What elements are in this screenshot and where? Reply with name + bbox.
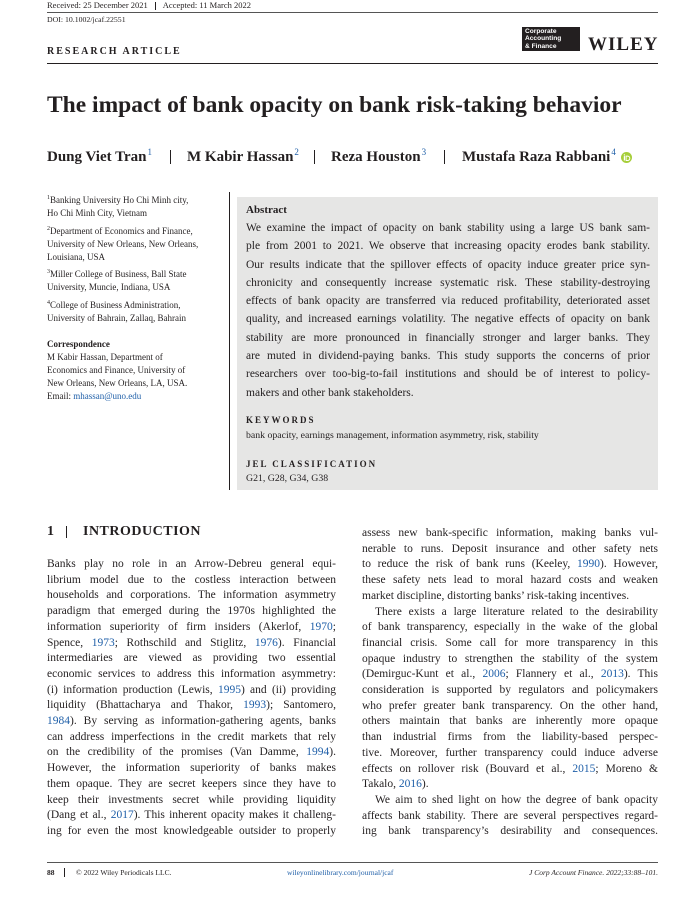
- affiliation-line: [47, 268, 225, 281]
- body-text: others maintain that banks are inherently more opaque: [362, 715, 658, 728]
- body-text: financial crisis. Some call for more transparency in this: [362, 636, 658, 649]
- body-line: [362, 557, 658, 573]
- body-line: [47, 636, 336, 652]
- body-line: [362, 667, 658, 683]
- body-text: paradigm that emerged during the 1970s highlighted the: [47, 605, 336, 618]
- email-link[interactable]: mhassan@uno.edu: [73, 390, 142, 401]
- citation-link[interactable]: 1994: [306, 746, 330, 759]
- body-text: of bank transparency, especially in the wake of the global: [362, 621, 658, 634]
- body-text: ). This: [623, 668, 658, 681]
- body-text: We aim to shed light on how the degree of bank opacity: [375, 793, 658, 806]
- author-name[interactable]: Mustafa Raza Rabbani: [462, 149, 611, 165]
- correspondence-email-line: [47, 390, 225, 403]
- body-paragraph: [362, 793, 658, 840]
- citation-link[interactable]: 1976: [254, 636, 278, 649]
- body-line: [47, 824, 336, 840]
- body-text: There exists a large literature related to the desirability: [375, 605, 658, 618]
- column-divider: [229, 192, 230, 490]
- section-number: 1: [47, 524, 54, 539]
- body-line: [362, 809, 658, 825]
- author-3[interactable]: [331, 148, 426, 166]
- body-line: [47, 651, 336, 667]
- body-line: [47, 683, 336, 699]
- title-rule: [47, 63, 658, 64]
- body-line: [47, 761, 336, 777]
- body-line: [362, 683, 658, 699]
- body-line: [47, 808, 336, 824]
- body-line: [362, 699, 658, 715]
- body-paragraph: [47, 557, 336, 840]
- affiliation-line: [47, 194, 225, 207]
- body-text: ). However,: [599, 558, 658, 571]
- author-divider: [170, 150, 171, 164]
- affiliation-text: Miller College of Business, Ball State: [50, 269, 187, 279]
- body-line: [362, 542, 658, 558]
- jel-heading: JEL CLASSIFICATION: [246, 459, 378, 469]
- jel-codes: G21, G28, G34, G38: [246, 473, 329, 484]
- body-line: [47, 714, 336, 730]
- received-date: Received: 25 December 2021: [47, 0, 148, 10]
- page-number: 88: [47, 868, 55, 877]
- author-name[interactable]: Dung Viet Tran: [47, 149, 147, 165]
- author-name[interactable]: Reza Houston: [331, 149, 421, 165]
- body-text: ).: [329, 746, 336, 759]
- citation-link[interactable]: 1993: [243, 699, 267, 712]
- keywords-heading: KEYWORDS: [246, 415, 316, 425]
- body-text: (Demirguc-Kunt et al.,: [362, 668, 483, 681]
- affiliation-text: Banking University Ho Chi Minh city,: [50, 195, 189, 205]
- author-1[interactable]: [47, 148, 152, 166]
- body-text: ing for even the most knowledgeable outsider to properly: [47, 824, 336, 837]
- body-text: liquidity (Bhattacharya and Thakor,: [47, 699, 244, 712]
- body-text: information superiority of firm insiders (Akerlof,: [47, 620, 310, 633]
- body-text: (Dang et al.,: [47, 809, 111, 822]
- affiliation-line: [47, 225, 225, 238]
- body-line: [47, 573, 336, 589]
- body-column-right: [362, 526, 658, 840]
- accepted-date: Accepted: 11 March 2022: [162, 0, 251, 10]
- abstract-text: [246, 219, 650, 402]
- affiliation: [47, 268, 225, 294]
- body-line: [362, 762, 658, 778]
- journal-logo[interactable]: [522, 27, 580, 51]
- body-text: who prefer greater bank transparency. On the other hand,: [362, 699, 658, 712]
- body-text: affects bank stability. There are several perspectives regard-: [362, 809, 658, 822]
- body-text: ). By serving as information-gathering agents, banks: [70, 715, 336, 728]
- author-divider: [314, 150, 315, 164]
- body-text: to reduce the risk of bank runs (Keeley,: [362, 558, 577, 571]
- body-line: [362, 793, 658, 809]
- affiliation-line: Ho Chi Minh City, Vietnam: [47, 208, 147, 218]
- body-line: [362, 620, 658, 636]
- affiliation-marker[interactable]: 2: [294, 147, 299, 157]
- body-text: ); Santomero,: [266, 699, 336, 712]
- body-text: Banks play no role in an Arrow-Debreu general equi-: [47, 558, 336, 570]
- article-title: The impact of bank opacity on bank risk-taking behavior: [47, 92, 622, 118]
- body-line: [362, 589, 658, 605]
- body-text: opaque industry to strengthen the stability of the system: [362, 652, 658, 665]
- body-line: [47, 745, 336, 761]
- author-name[interactable]: M Kabir Hassan: [187, 149, 294, 165]
- footer-divider: [64, 868, 65, 877]
- body-text: assess new bank-specific information, making banks vul-: [362, 527, 658, 539]
- affiliation: [47, 194, 225, 220]
- body-paragraph: [362, 526, 658, 605]
- affiliation-line: [47, 299, 225, 312]
- body-text: households and corporations. The information asymmetry: [47, 589, 336, 602]
- body-text: ; Flannery et al.,: [505, 668, 601, 681]
- affiliation-number: 4: [47, 299, 50, 306]
- citation-link[interactable]: 1984: [47, 715, 70, 728]
- author-2[interactable]: [187, 148, 299, 166]
- body-text: can address imperfections in the credit markets that rely: [47, 730, 336, 743]
- body-line: [47, 777, 336, 793]
- body-text: on the credibility of the promises (Van Damme,: [47, 746, 307, 759]
- section-title: INTRODUCTION: [83, 524, 202, 539]
- affiliation-marker[interactable]: 4: [611, 147, 616, 157]
- citation-link[interactable]: 2015: [572, 762, 596, 775]
- affiliation-marker[interactable]: 1: [147, 147, 152, 157]
- affiliation-number: 3: [47, 269, 50, 275]
- citation-link[interactable]: 1973: [91, 636, 115, 649]
- body-text: ;: [332, 620, 336, 633]
- article-type: RESEARCH ARTICLE: [47, 46, 182, 57]
- article-dates: [47, 0, 251, 11]
- body-text: (i) information production (Lewis,: [47, 683, 218, 696]
- abstract-heading: Abstract: [246, 204, 287, 216]
- abstract-line: stability are more pronounced in financially stronger and larger banks. They: [246, 331, 650, 344]
- body-line: [47, 730, 336, 746]
- body-text: ). Financial: [277, 636, 336, 649]
- body-text: than industrial firms from the liability-based perspec-: [362, 731, 658, 744]
- author-divider: [444, 150, 445, 164]
- abstract-line: chronicity and consequently increase systematic risk. These stability-destroying: [246, 276, 650, 289]
- body-text: market discipline, distorting banks’ risk-taking incentives.: [362, 589, 630, 602]
- body-text: effects on rollover risk (Bouvard et al.,: [362, 762, 573, 775]
- body-line: [47, 667, 336, 683]
- body-text: keep their investments secret while providing liquidity: [47, 793, 336, 806]
- abstract-line: ple from 2001 to 2021. We observe that increasing opacity erodes bank stability.: [246, 240, 650, 253]
- body-line: [362, 573, 658, 589]
- footer-rule: [47, 862, 658, 863]
- body-line: [47, 557, 336, 573]
- body-text: intermediaries are viewed as providing two essential: [47, 652, 336, 665]
- journal-citation: J Corp Account Finance. 2022;33:88–101.: [528, 868, 658, 877]
- abstract-line: effects of bank opacity are transferred via reduced profitability, deteriorated asset: [246, 295, 650, 308]
- body-line: [362, 636, 658, 652]
- correspondence-line: New Orleans, New Orleans, LA, USA.: [47, 377, 188, 388]
- journal-logo-line: Accounting: [525, 35, 562, 43]
- affiliation-line: University of Bahrain, Zallaq, Bahrain: [47, 312, 186, 323]
- body-text: ; Moreno &: [595, 762, 658, 775]
- publisher-logo[interactable]: WILEY: [588, 34, 659, 55]
- affiliation-text: Department of Economics and Finance,: [50, 225, 193, 236]
- copyright: © 2022 Wiley Periodicals LLC.: [76, 868, 172, 877]
- affiliations: [47, 194, 225, 329]
- body-line: [362, 746, 658, 762]
- body-text: Takalo,: [362, 778, 399, 791]
- citation-link[interactable]: 2017: [110, 809, 134, 822]
- affiliation: [47, 299, 225, 325]
- section-divider: [66, 526, 67, 538]
- journal-logo-line: & Finance: [525, 42, 557, 50]
- body-text: economic services to address this information asymmetry:: [47, 667, 336, 680]
- body-text: ).: [421, 778, 429, 791]
- body-text: them opaque. They are secret keepers since they have to: [47, 777, 336, 790]
- affiliation-line: Louisiana, USA: [47, 251, 105, 262]
- keywords-list: bank opacity, earnings management, information asymmetry, risk, stability: [246, 430, 539, 441]
- affiliation-marker[interactable]: 3: [421, 147, 427, 157]
- body-line: [47, 793, 336, 809]
- body-column-left: [47, 557, 336, 840]
- body-paragraph: [362, 605, 658, 793]
- date-divider: [155, 2, 156, 10]
- correspondence-line: Economics and Finance, University of: [47, 364, 186, 375]
- orcid-icon[interactable]: [621, 152, 632, 163]
- body-text: these safety nets lead to moral hazard costs and weaken: [362, 574, 658, 587]
- correspondence-heading: Correspondence: [47, 338, 110, 349]
- affiliation: [47, 225, 225, 264]
- abstract-line: quality, and increased earnings volatility. The negative effects of opacity on bank: [246, 313, 650, 326]
- body-text: ). This inherent opacity makes it challeng-: [133, 809, 336, 822]
- body-line: [362, 526, 658, 542]
- body-text: However, the information superiority of banks makes: [47, 762, 336, 775]
- body-line: [47, 588, 336, 604]
- body-line: [47, 698, 336, 714]
- author-4[interactable]: [462, 148, 616, 166]
- body-line: [362, 730, 658, 746]
- body-line: [362, 824, 658, 840]
- affiliation-text: College of Business Administration,: [50, 299, 181, 310]
- citation-link[interactable]: 2016: [398, 778, 422, 791]
- body-line: [362, 714, 658, 730]
- abstract-line: Our results indicate that the spillover effects of opacity induce greater price syn-: [246, 258, 650, 271]
- correspondence: [47, 338, 225, 403]
- abstract-line: are muted in dividend-paying banks. This study supports the concerns of prior: [246, 350, 650, 363]
- body-text: nerable to runs. Deposit insurance and other safety nets: [362, 542, 658, 555]
- body-text: ) and (ii) providing: [240, 683, 337, 696]
- body-text: ; Rothschild and Stiglitz,: [114, 636, 255, 649]
- affiliation-number: 1: [47, 195, 50, 201]
- body-line: [362, 605, 658, 621]
- citation-link[interactable]: 1995: [217, 683, 241, 696]
- header-rule: [47, 12, 658, 13]
- email-label: Email:: [47, 390, 74, 401]
- body-line: [47, 604, 336, 620]
- abstract-line: We examine the impact of opacity on bank stability using a large US bank sam-: [246, 222, 650, 234]
- body-text: tive. Moreover, further transparency could induce adverse: [362, 746, 658, 759]
- abstract-line: makers and other bank stakeholders.: [246, 386, 414, 399]
- citation-link[interactable]: 1990: [576, 558, 600, 571]
- correspondence-line: M Kabir Hassan, Department of: [47, 351, 163, 362]
- body-line: [362, 777, 658, 793]
- body-text: ing bank transparency’s desirability and consequences.: [362, 825, 658, 838]
- body-text: librium model due to the costless interaction between: [47, 573, 336, 586]
- affiliation-number: 2: [47, 225, 50, 232]
- affiliation-line: University, Muncie, Indiana, USA: [47, 282, 171, 292]
- citation-link[interactable]: 1970: [309, 620, 333, 633]
- journal-url-link[interactable]: wileyonlinelibrary.com/journal/jcaf: [287, 868, 394, 877]
- affiliation-line: University of New Orleans, New Orleans,: [47, 238, 199, 249]
- abstract-line: researchers over too-big-to-fail institutions and should be of interest to policy-: [246, 368, 650, 381]
- doi[interactable]: DOI: 10.1002/jcaf.22551: [47, 15, 126, 24]
- citation-link[interactable]: 2013: [600, 668, 624, 681]
- body-line: [362, 652, 658, 668]
- body-line: [47, 620, 336, 636]
- body-text: Spence,: [47, 636, 92, 649]
- journal-logo-line: Corporate: [525, 28, 557, 35]
- body-text: consideration is supported by regulators and policymakers: [362, 684, 658, 697]
- citation-link[interactable]: 2006: [482, 668, 506, 681]
